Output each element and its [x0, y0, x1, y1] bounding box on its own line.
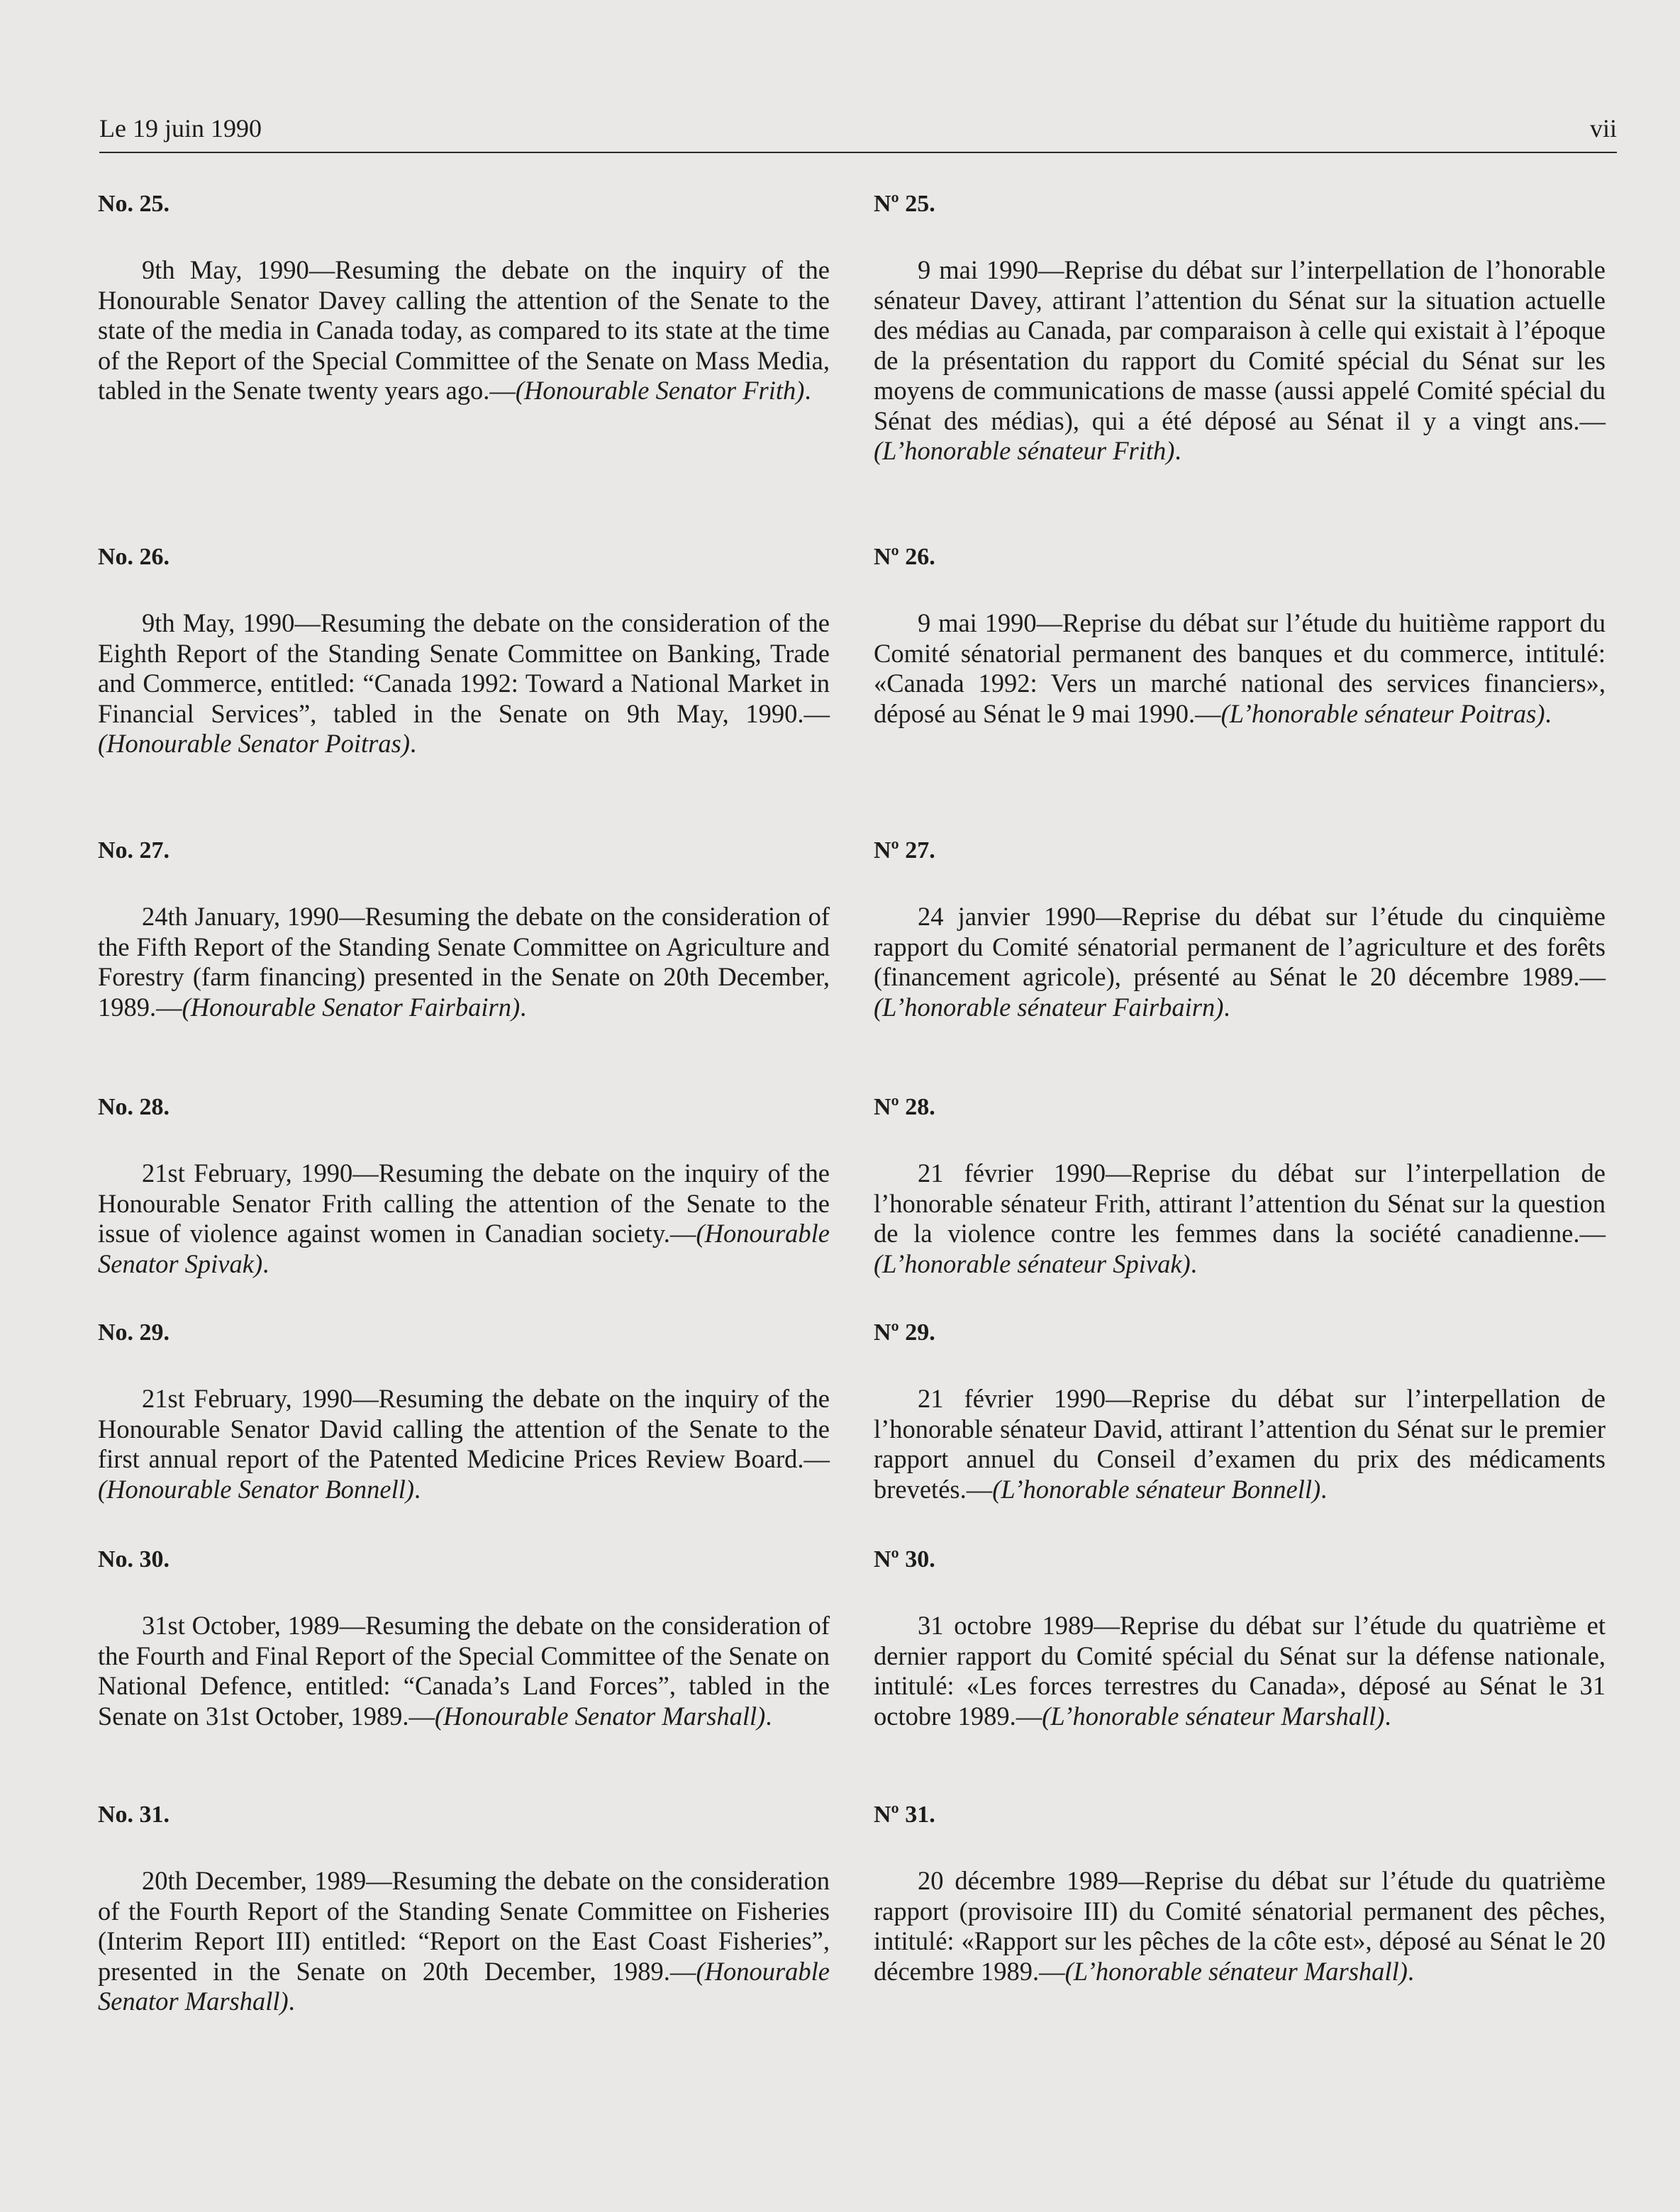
- entry-number: Nº 28.: [874, 1094, 935, 1120]
- entry-number: No. 31.: [98, 1802, 170, 1828]
- entry-reference: (Honourable Senator Spivak): [98, 1219, 830, 1278]
- entry-number: Nº 31.: [874, 1802, 935, 1828]
- entry-text: 21 février 1990—Reprise du débat sur l’interpellation de l’honorable sénateur Frith, attirant l’attention du Sénat sur la question de la violence contre les femmes dans la société canadienne.—(L’honorable sénateur Spivak).: [874, 1158, 1606, 1278]
- entry-text: 21st February, 1990—Resuming the debate on the inquiry of the Honourable Senator David calling the attention of the Senate to the first annual report of the Patented Medicine Prices Review Board.—(Honourable Senator Bonnell).: [98, 1384, 830, 1504]
- entry-number: No. 29.: [98, 1319, 170, 1346]
- entry-number: No. 27.: [98, 837, 170, 864]
- order-entry-25-fr: [874, 190, 1606, 467]
- order-entry-27-en: [98, 837, 830, 1022]
- entry-text: 9 mai 1990—Reprise du débat sur l’étude du huitième rapport du Comité sénatorial permanent des banques et du commerce, intitulé: «Canada 1992: Vers un marché national des services financiers», déposé au Sénat le 9 mai 1990.—(L’honorable sénateur Poitras).: [874, 608, 1606, 728]
- entry-number: Nº 27.: [874, 837, 935, 864]
- entry-text: 9 mai 1990—Reprise du débat sur l’interpellation de l’honorable sénateur Davey, attirant l’attention du Sénat sur la situation actuelle des médias au Canada, par comparaison à celle qui existait à l’époque de la présentation du rapport du Comité spécial du Sénat sur les moyens de communications de masse (aussi appelé Comité spécial du Sénat des médias), qui a été déposé au Sénat il y a vingt ans.—(L’honorable sénateur Frith).: [874, 255, 1606, 465]
- entry-text: 21st February, 1990—Resuming the debate on the inquiry of the Honourable Senator Frith calling the attention of the Senate to the issue of violence against women in Canadian society.—(Honourable Senator Spivak).: [98, 1158, 830, 1278]
- entry-text: 9th May, 1990—Resuming the debate on the consideration of the Eighth Report of the Standing Senate Committee on Banking, Trade and Commerce, entitled: “Canada 1992: Toward a National Market in Financial Services”, tabled in the Senate on 9th May, 1990.—(Honourable Senator Poitras).: [98, 608, 830, 758]
- order-entry-26-fr: [874, 543, 1606, 729]
- entry-reference: (Honourable Senator Marshall): [98, 1956, 830, 2016]
- order-entry-28-en: [98, 1093, 830, 1279]
- entry-reference: (Honourable Senator Bonnell): [98, 1474, 415, 1504]
- entry-reference: (Honourable Senator Marshall): [434, 1701, 766, 1731]
- entry-text: 20 décembre 1989—Reprise du débat sur l’étude du quatrième rapport (provisoire III) du Comité sénatorial permanent des pêches, intitulé: «Rapport sur les pêches de la côte est», déposé au Sénat le 20 décembre 1989.—(L’honorable sénateur Marshall).: [874, 1866, 1606, 1986]
- order-entry-28-fr: [874, 1093, 1606, 1279]
- order-entry-30-fr: [874, 1546, 1606, 1731]
- entry-number: No. 28.: [98, 1094, 170, 1120]
- page-number: vii: [1589, 114, 1617, 143]
- entry-reference: (Honourable Senator Poitras): [98, 729, 410, 758]
- entry-reference: (L’honorable sénateur Spivak): [874, 1249, 1191, 1278]
- order-entry-30-en: [98, 1546, 830, 1731]
- entry-text: 21 février 1990—Reprise du débat sur l’interpellation de l’honorable sénateur David, attirant l’attention du Sénat sur le premier rapport annuel du Conseil d’examen du prix des médicaments brevetés.—(L’honorable sénateur Bonnell).: [874, 1384, 1606, 1504]
- entry-text: 24 janvier 1990—Reprise du débat sur l’étude du cinquième rapport du Comité sénatorial permanent de l’agriculture et des forêts (financement agricole), présenté au Sénat le 20 décembre 1989.—(L’honorable sénateur Fairbairn).: [874, 902, 1606, 1022]
- entry-text: 20th December, 1989—Resuming the debate on the consideration of the Fourth Report of the Standing Senate Committee on Fisheries (Interim Report III) entitled: “Report on the East Coast Fisheries”, presented in the Senate on 20th December, 1989.—(Honourable Senator Marshall).: [98, 1866, 830, 2016]
- order-entry-26-en: [98, 543, 830, 759]
- order-entry-29-fr: [874, 1319, 1606, 1504]
- entry-number: No. 30.: [98, 1546, 170, 1573]
- entry-number: Nº 25.: [874, 191, 935, 217]
- order-entry-25-en: [98, 190, 830, 406]
- order-entry-27-fr: [874, 837, 1606, 1022]
- entry-number: No. 25.: [98, 191, 170, 217]
- entry-number: Nº 26.: [874, 544, 935, 570]
- entry-text: 31st October, 1989—Resuming the debate on the consideration of the Fourth and Final Report of the Special Committee of the Senate on National Defence, entitled: “Canada’s Land Forces”, tabled in the Senate on 31st October, 1989.—(Honourable Senator Marshall).: [98, 1611, 830, 1731]
- entry-reference: (Honourable Senator Frith): [515, 376, 805, 405]
- header-date: Le 19 juin 1990: [99, 114, 262, 143]
- entry-text: 9th May, 1990—Resuming the debate on the inquiry of the Honourable Senator Davey calling the attention of the Senate to the state of the media in Canada today, as compared to its state at the time of the Report of the Special Committee of the Senate on Mass Media, tabled in the Senate twenty years ago.—(Honourable Senator Frith).: [98, 255, 830, 405]
- entry-reference: (L’honorable sénateur Bonnell): [992, 1474, 1321, 1504]
- order-entry-31-en: [98, 1801, 830, 2017]
- page-header: [99, 113, 1617, 153]
- order-entry-31-fr: [874, 1801, 1606, 1987]
- entry-reference: (L’honorable sénateur Poitras): [1220, 698, 1545, 728]
- entry-text: 31 octobre 1989—Reprise du débat sur l’étude du quatrième et dernier rapport du Comité spécial du Sénat sur la défense nationale, intitulé: «Les forces terrestres du Canada», déposé au Sénat le 31 octobre 1989.—(L’honorable sénateur Marshall).: [874, 1611, 1606, 1731]
- entry-reference: (Honourable Senator Fairbairn): [182, 992, 521, 1022]
- entry-number: Nº 30.: [874, 1546, 935, 1573]
- entry-number: Nº 29.: [874, 1319, 935, 1346]
- entry-number: No. 26.: [98, 544, 170, 570]
- entry-reference: (L’honorable sénateur Fairbairn): [874, 992, 1224, 1022]
- entry-reference: (L’honorable sénateur Frith): [874, 436, 1175, 465]
- entry-reference: (L’honorable sénateur Marshall): [1064, 1956, 1408, 1986]
- entry-text: 24th January, 1990—Resuming the debate on the consideration of the Fifth Report of the Standing Senate Committee on Agriculture and Forestry (farm financing) presented in the Senate on 20th December, 1989.—(Honourable Senator Fairbairn).: [98, 902, 830, 1022]
- order-entry-29-en: [98, 1319, 830, 1504]
- entry-reference: (L’honorable sénateur Marshall): [1042, 1701, 1385, 1731]
